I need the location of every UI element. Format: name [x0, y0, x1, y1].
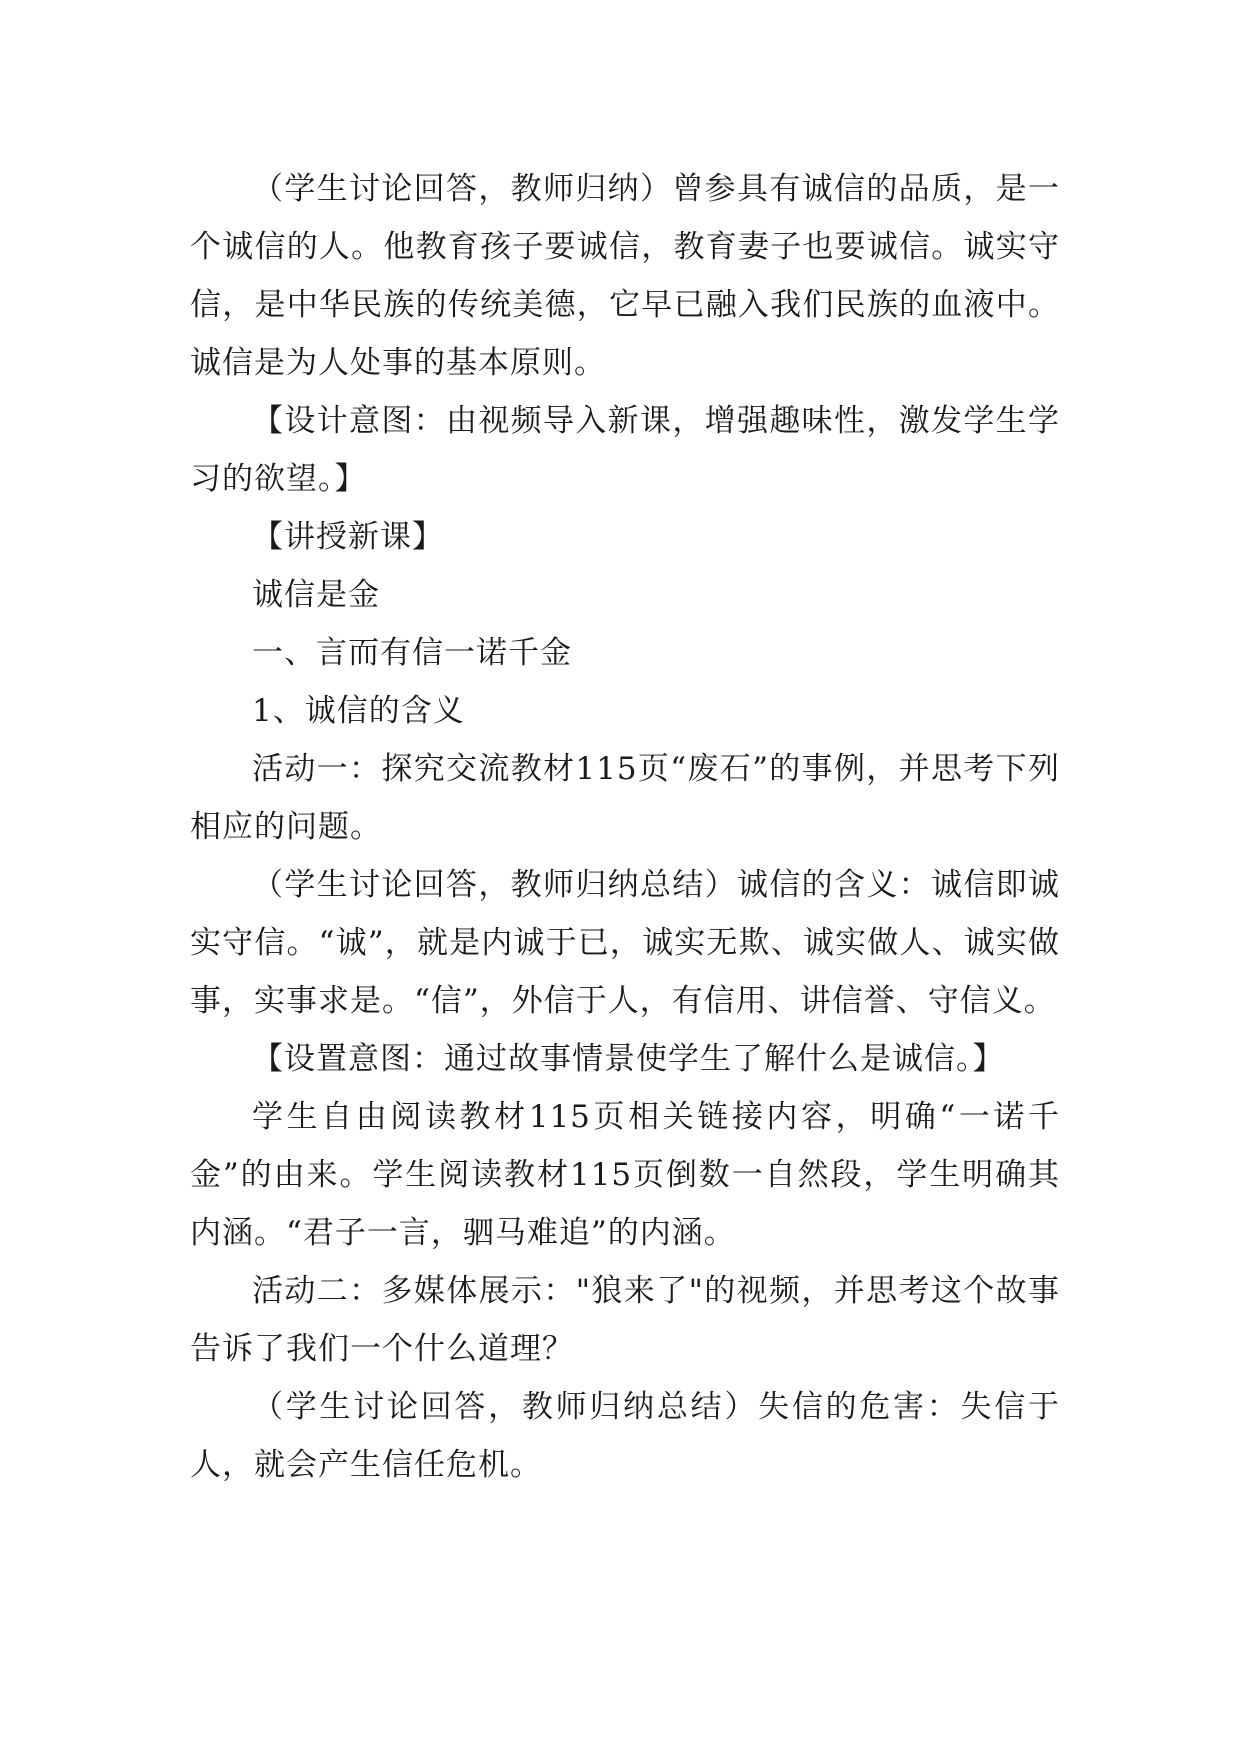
paragraph-design-intent-2: 【设置意图：通过故事情景使学生了解什么是诚信。】: [252, 1041, 1005, 1077]
paragraph-reading-task: 学生自由阅读教材115页相关链接内容，明确“一诺千金”的由来。学生阅读教材115页倒数一自然段，学生明确其内涵。“君子一言，驷马难追”的内涵。: [190, 1099, 1060, 1251]
paragraph-zengshen-summary: （学生讨论回答，教师归纳）曾参具有诚信的品质，是一个诚信的人。他教育孩子要诚信，教育妻子也要诚信。诚实守信，是中华民族的传统美德，它早已融入我们民族的血液中。诚信是为人处事的基本原则。: [190, 171, 1060, 381]
section-heading-new-lesson: 【讲授新课】: [252, 519, 444, 555]
subsection-heading-1: 1、诚信的含义: [252, 693, 465, 729]
paragraph-design-intent-1: 【设计意图：由视频导入新课，增强趣味性，激发学生学习的欲望。】: [190, 403, 1060, 497]
paragraph-dishonesty-harm: （学生讨论回答，教师归纳总结）失信的危害：失信于人，就会产生信任危机。: [190, 1389, 1060, 1483]
topic-title: 诚信是金: [252, 577, 380, 613]
document-body: [190, 160, 1060, 1494]
paragraph-activity-1: 活动一：探究交流教材115页“废石”的事例，并思考下列相应的问题。: [190, 751, 1060, 845]
paragraph-integrity-meaning: （学生讨论回答，教师归纳总结）诚信的含义：诚信即诚实守信。“诚”，就是内诚于已，诚实无欺、诚实做人、诚实做事，实事求是。“信”，外信于人，有信用、讲信誉、守信义。: [190, 867, 1060, 1019]
paragraph-activity-2: 活动二：多媒体展示："狼来了"的视频，并思考这个故事告诉了我们一个什么道理？: [190, 1273, 1060, 1367]
section-heading-1: 一、言而有信一诺千金: [252, 635, 572, 671]
